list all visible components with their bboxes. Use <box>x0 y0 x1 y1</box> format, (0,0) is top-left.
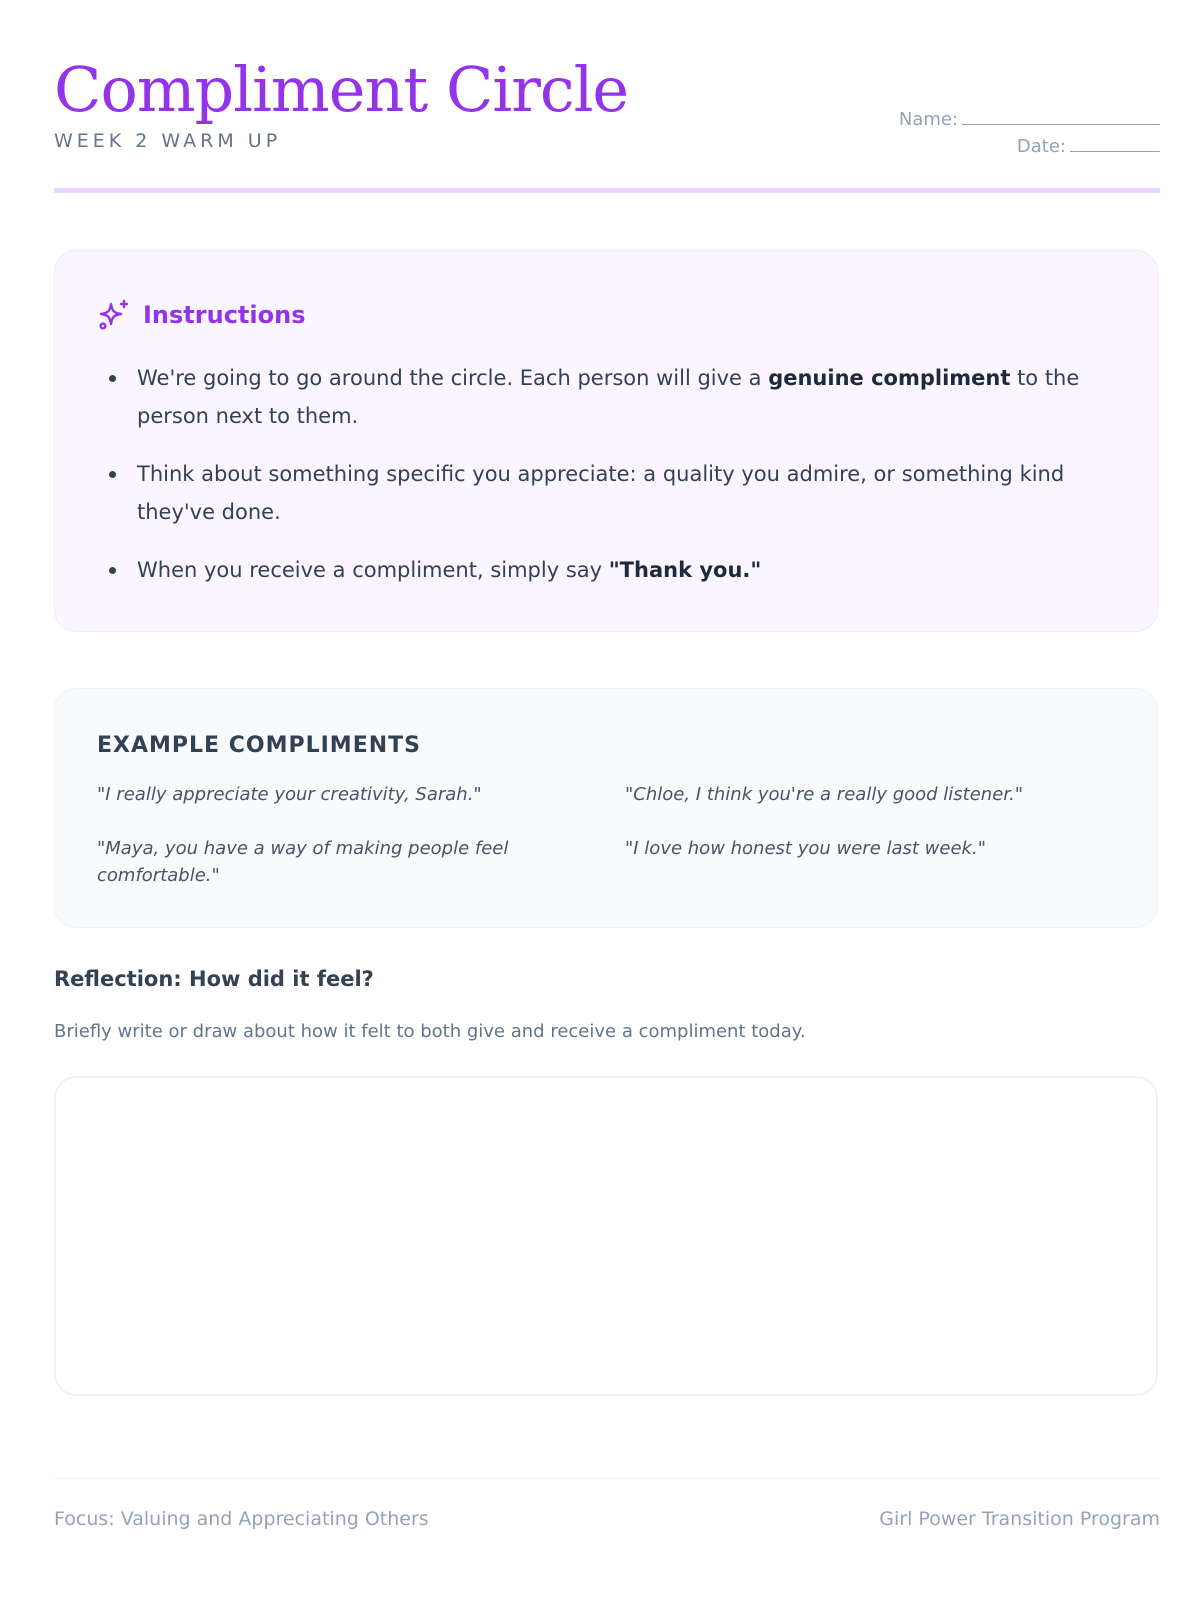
page-subtitle: WEEK 2 WARM UP <box>54 130 282 152</box>
name-field[interactable] <box>899 106 1160 133</box>
examples-title: EXAMPLE COMPLIMENTS <box>97 733 421 758</box>
instruction-emphasis: genuine compliment <box>768 366 1011 390</box>
date-label: Date: <box>1016 136 1066 157</box>
page-title: Compliment Circle <box>54 53 629 126</box>
example-compliment: "Chloe, I think you're a really good listener." <box>625 784 1024 805</box>
reflection-title: Reflection: How did it feel? <box>54 967 374 991</box>
instruction-text: We're going to go around the circle. Each person will give a <box>137 366 769 390</box>
worksheet-page <box>54 0 1160 1600</box>
example-compliment: "Maya, you have a way of making people feel comfortable." <box>97 838 509 886</box>
instructions-title: Instructions <box>143 301 306 329</box>
instruction-emphasis: "Thank you." <box>608 558 762 582</box>
footer-focus: Focus: Valuing and Appreciating Others <box>54 1508 429 1530</box>
example-compliment: "I really appreciate your creativity, Sarah." <box>97 784 482 805</box>
name-label: Name: <box>898 109 958 130</box>
reflection-prompt: Briefly write or draw about how it felt to both give and receive a compliment today. <box>54 1021 806 1042</box>
instruction-text: Think about something specific you appreciate: a quality you admire, or something kind they've done. <box>137 462 1065 524</box>
instruction-text: to the person next to them. <box>137 366 1080 428</box>
instructions-card <box>54 250 1158 632</box>
header <box>54 52 1160 192</box>
sparkle-icon <box>97 298 131 332</box>
header-divider <box>54 188 1160 193</box>
example-compliment: "I love how honest you were last week." <box>625 838 986 859</box>
instruction-text: When you receive a compliment, simply say <box>137 558 609 582</box>
instruction-item <box>97 551 1097 589</box>
instruction-item <box>97 359 1097 435</box>
examples-card <box>54 688 1158 928</box>
date-field[interactable] <box>899 133 1160 160</box>
date-blank-line[interactable] <box>1070 135 1160 152</box>
footer-program: Girl Power Transition Program <box>879 1508 1160 1530</box>
footer-divider <box>54 1478 1160 1479</box>
instruction-item <box>97 455 1097 531</box>
name-blank-line[interactable] <box>962 108 1160 125</box>
name-date-fields <box>899 106 1160 160</box>
instructions-header <box>97 295 305 335</box>
instructions-list <box>97 359 1097 609</box>
reflection-answer-box[interactable] <box>54 1076 1158 1396</box>
